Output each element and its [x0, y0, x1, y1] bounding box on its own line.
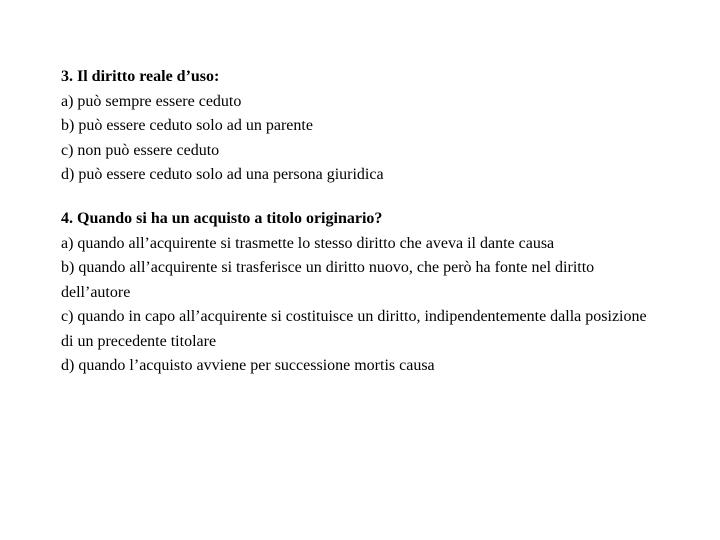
question-3-answer-d: d) può essere ceduto solo ad una persona giuridica — [61, 166, 384, 183]
question-3 — [61, 65, 661, 188]
question-4-answer-a: a) quando all’acquirente si trasmette lo stesso diritto che aveva il dante causa — [61, 234, 555, 252]
question-4-answer-d: d) quando l’acquisto avviene per successione mortis causa — [61, 357, 435, 374]
question-3-answer-a: a) può sempre essere ceduto — [61, 92, 242, 110]
question-4-answer-c: c) quando in capo all’acquirente si costituisce un diritto, indipendentemente dalla posizione di un precedente titolare — [61, 308, 647, 350]
question-4 — [61, 207, 661, 379]
question-4-title: 4. Quando si ha un acquisto a titolo originario? — [61, 210, 383, 227]
question-3-title: 3. Il diritto reale d’uso: — [61, 68, 220, 85]
question-3-answer-b: b) può essere ceduto solo ad un parente — [61, 117, 313, 134]
question-3-answer-c: c) non può essere ceduto — [61, 141, 220, 159]
question-4-answer-b: b) quando all’acquirente si trasferisce un diritto nuovo, che però ha fonte nel diritto dell’autore — [61, 259, 595, 301]
